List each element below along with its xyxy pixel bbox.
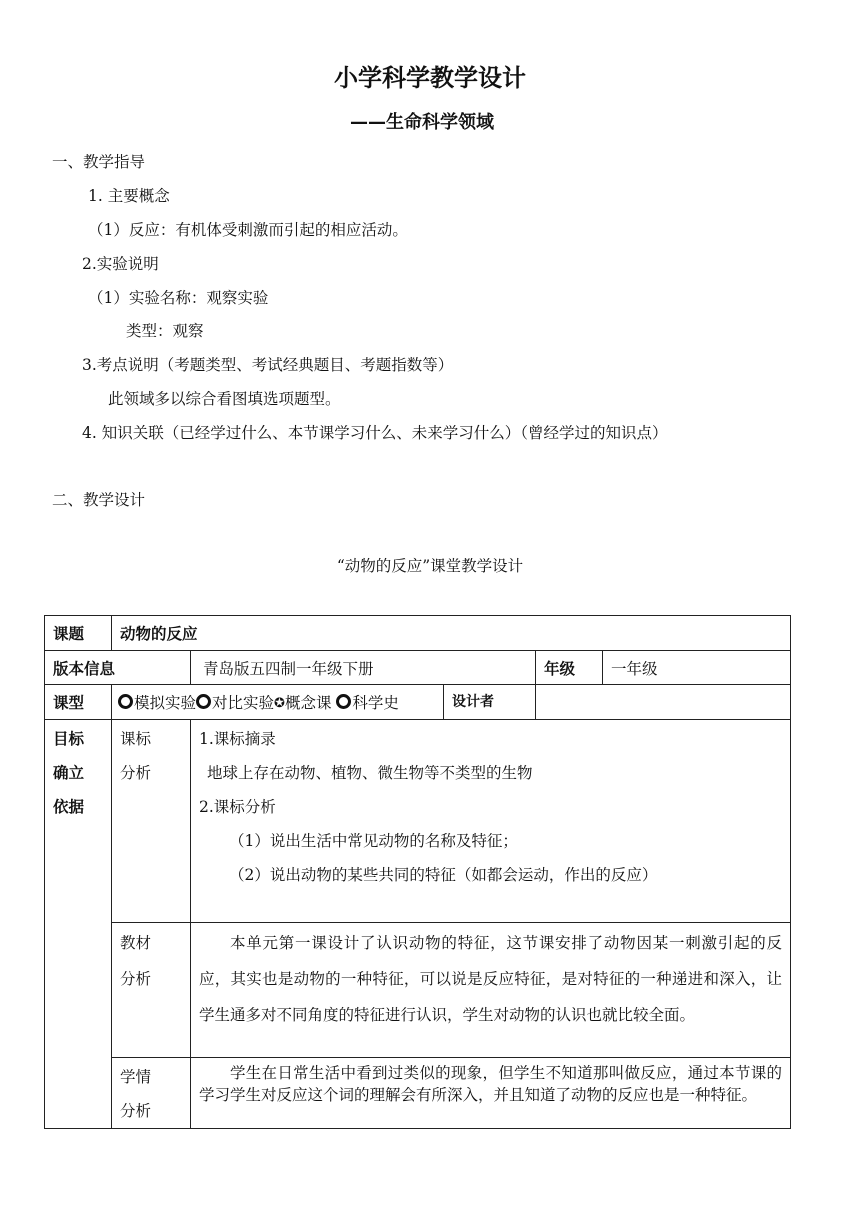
- guidance-item: 1. 主要概念: [88, 187, 170, 205]
- designer-value: [536, 685, 791, 720]
- table-row: [45, 685, 791, 720]
- basis-label-line: 依据: [53, 798, 85, 816]
- standard-line: （2）说出动物的某些共同的特征（如都会运动，作出的反应）: [229, 866, 658, 884]
- student-label-line: 学情: [120, 1068, 152, 1086]
- section-heading-design: 二、教学设计: [52, 491, 146, 509]
- textbook-label: [112, 923, 191, 1058]
- edition-label: 版本信息: [45, 651, 191, 685]
- guidance-item: 3.考点说明（考题类型、考试经典题目、考题指数等）: [82, 356, 454, 374]
- standard-line: （1）说出生活中常见动物的名称及特征；: [229, 832, 518, 850]
- grade-label: 年级: [536, 651, 603, 685]
- table-row: [45, 1058, 791, 1129]
- guidance-item: 此领域多以综合看图填选项题型。: [108, 390, 341, 408]
- radio-unselected-icon[interactable]: ✪: [274, 696, 285, 711]
- basis-label-line: 确立: [53, 764, 85, 782]
- radio-selected-icon[interactable]: [118, 694, 133, 709]
- type-option-concept: 概念课: [284, 694, 332, 712]
- textbook-analysis: 本单元第一课设计了认识动物的特征，这节课安排了动物因某一刺激引起的反应，其实也是动物的一种特征，可以说是反应特征，是对特征的一种递进和深入，让学生通多对不同角度的特征进行认识，学生对动物的认识也就比较全面。: [191, 923, 791, 1058]
- type-options: [112, 685, 536, 720]
- table-row: [45, 616, 791, 651]
- guidance-item: （1）实验名称：观察实验: [88, 289, 269, 307]
- designer-label: 设计者: [443, 685, 535, 719]
- type-option-simulation: 模拟实验: [134, 694, 197, 712]
- topic-label: 课题: [45, 616, 112, 651]
- type-option-history: 科学史: [352, 694, 399, 712]
- student-label-line: 分析: [120, 1102, 152, 1120]
- student-analysis: 学生在日常生活中看到过类似的现象，但学生不知道那叫做反应，通过本节课的学习学生对反应这个词的理解会有所深入，并且知道了动物的反应也是一种特征。: [191, 1058, 791, 1129]
- edition-value: 青岛版五四制一年级下册: [191, 651, 536, 685]
- lesson-plan-table: [44, 615, 791, 1129]
- radio-selected-icon[interactable]: [196, 694, 211, 709]
- guidance-item: （1）反应：有机体受刺激而引起的相应活动。: [88, 221, 408, 239]
- table-caption: “动物的反应”课堂教学设计: [336, 557, 524, 575]
- radio-selected-icon[interactable]: [336, 694, 351, 709]
- textbook-label-line: 教材: [120, 934, 152, 952]
- guidance-item: 2.实验说明: [82, 255, 159, 273]
- type-option-contrast: 对比实验: [212, 694, 275, 712]
- table-row: [45, 651, 791, 685]
- section-heading-guidance: 一、教学指导: [52, 153, 146, 171]
- standard-label-line: 分析: [120, 764, 152, 782]
- table-row: [45, 720, 791, 923]
- document-subtitle: ——生命科学领域: [350, 112, 494, 133]
- topic-value: 动物的反应: [112, 616, 791, 651]
- basis-label: [45, 720, 112, 1129]
- guidance-item: 类型：观察: [126, 322, 204, 340]
- standard-line: 1.课标摘录: [199, 730, 276, 748]
- textbook-label-line: 分析: [120, 970, 152, 988]
- grade-value: 一年级: [603, 651, 791, 685]
- basis-label-line: 目标: [53, 730, 85, 748]
- student-label: [112, 1058, 191, 1129]
- standard-label: [112, 720, 191, 923]
- standard-content: [191, 720, 791, 923]
- standard-line: 2.课标分析: [199, 798, 276, 816]
- standard-label-line: 课标: [120, 730, 152, 748]
- document-title: 小学科学教学设计: [334, 64, 526, 92]
- guidance-item: 4. 知识关联（已经学过什么、本节课学习什么、未来学习什么）（曾经学过的知识点）: [82, 424, 668, 442]
- type-label: 课型: [45, 685, 112, 720]
- table-row: [45, 923, 791, 1058]
- standard-line: 地球上存在动物、植物、微生物等不类型的生物: [207, 764, 533, 782]
